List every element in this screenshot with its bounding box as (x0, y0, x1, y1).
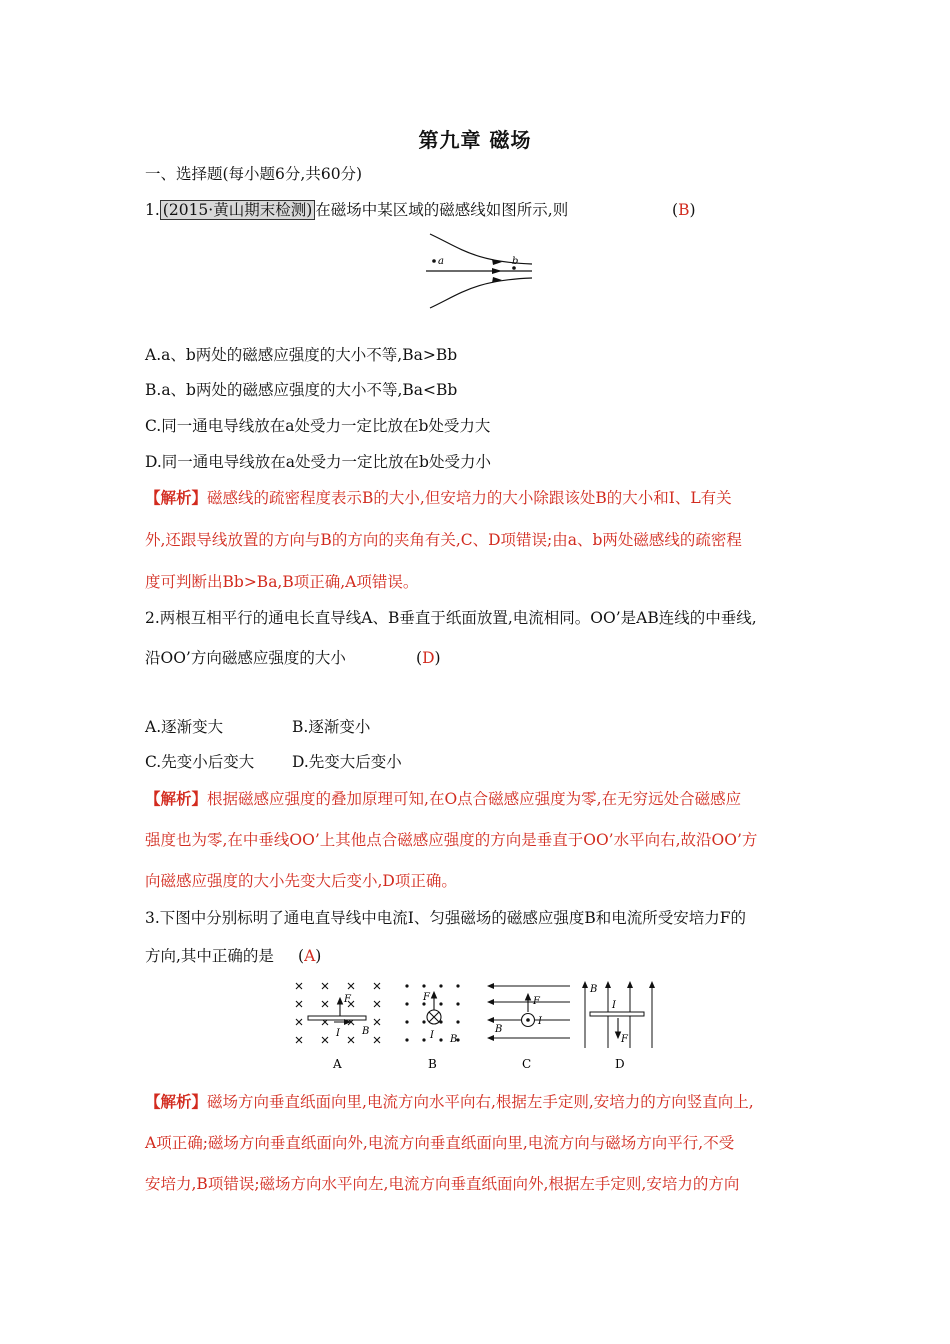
question-1-answer: (B) (672, 201, 696, 219)
label-f-a: F (344, 994, 351, 1005)
field-lines-figure (420, 228, 536, 314)
label-f-d: F (621, 1034, 628, 1045)
label-b-a: B (362, 1026, 370, 1037)
label-b-d: B (590, 984, 598, 995)
answer-letter: B (678, 201, 690, 219)
label-f-c: F (533, 996, 540, 1007)
label-i-c: I (538, 1016, 542, 1027)
label-i-d: I (612, 1000, 616, 1011)
arrow-lower (492, 277, 502, 283)
point-a-dot (432, 259, 436, 263)
question-2-answer: (D) (416, 649, 441, 667)
label-b-c: B (495, 1024, 503, 1035)
question-3-stem-line-2: 方向,其中正确的是 (145, 947, 274, 965)
label-b: b (512, 256, 519, 267)
label-f-b: F (423, 992, 430, 1003)
question-text: 在磁场中某区域的磁感线如图所示,则 (315, 201, 569, 219)
answer-letter: A (304, 947, 316, 965)
arrow-middle (492, 268, 502, 274)
analysis-tag: 【解析】 (145, 488, 208, 507)
q2-option-c: C.先变小后变大 (145, 753, 255, 771)
option-b: B.a、b两处的磁感应强度的大小不等,Ba<Bb (145, 381, 458, 399)
panel-label-a: A (333, 1057, 342, 1071)
wire-d (590, 1012, 644, 1016)
analysis-2-line-3: 向磁感应强度的大小先变大后变小,D项正确。 (145, 872, 457, 890)
question-3-answer: (A) (298, 947, 322, 965)
label-i-a: I (336, 1028, 340, 1039)
analysis-3-line-1 (145, 1092, 754, 1112)
q2-option-d: D.先变大后变小 (292, 753, 402, 771)
analysis-tag: 【解析】 (145, 789, 208, 808)
question-number: 1. (145, 201, 160, 219)
q2-option-b: B.逐渐变小 (292, 718, 371, 736)
question-2-stem-line-1: 2.两根互相平行的通电长直导线A、B垂直于纸面放置,电流相同。OO’是AB连线的中垂线, (145, 609, 757, 627)
panel-label-d: D (615, 1057, 625, 1071)
option-c: C.同一通电导线放在a处受力一定比放在b处受力大 (145, 417, 491, 435)
analysis-text: 磁感线的疏密程度表示B的大小,但安培力的大小除跟该处B的大小和I、L有关 (207, 489, 732, 507)
question-2-stem-line-2: 沿OO’方向磁感应强度的大小 (145, 649, 346, 667)
label-b-b: B (450, 1034, 458, 1045)
option-a: A.a、b两处的磁感应强度的大小不等,Ba>Bb (145, 346, 458, 364)
option-d: D.同一通电导线放在a处受力一定比放在b处受力小 (145, 453, 491, 471)
analysis-text: 磁场方向垂直纸面向里,电流方向水平向右,根据左手定则,安培力的方向竖直向上, (207, 1093, 754, 1111)
question-3-stem-line-1: 3.下图中分别标明了通电直导线中电流I、匀强磁场的磁感应强度B和电流所受安培力F的 (145, 909, 747, 927)
analysis-1-line-3: 度可判断出Bb>Ba,B项正确,A项错误。 (145, 573, 419, 591)
field-line-lower (430, 278, 532, 308)
analysis-2-line-1 (145, 789, 741, 809)
analysis-2-line-2: 强度也为零,在中垂线OO’上其他点合磁感应强度的方向是垂直于OO’水平向右,故沿OO’方 (145, 831, 758, 849)
label-i-b: I (430, 1030, 434, 1041)
source-tag: (2015·黄山期末检测) (160, 200, 315, 220)
arrow-upper (492, 259, 502, 265)
analysis-3-line-2: A项正确;磁场方向垂直纸面向外,电流方向垂直纸面向里,电流方向与磁场方向平行,不受 (145, 1134, 735, 1152)
analysis-1-line-2: 外,还跟导线放置的方向与B的方向的夹角有关,C、D项错误;由a、b两处磁感线的疏密程 (145, 531, 742, 549)
analysis-1-line-1 (145, 488, 732, 508)
section-heading: 一、选择题(每小题6分,共60分) (145, 165, 363, 183)
wire-a (308, 1016, 366, 1020)
page-title: 第九章 磁场 (418, 128, 532, 152)
answer-letter: D (422, 649, 435, 667)
force-panels-figure (290, 978, 670, 1072)
panel-label-c: C (522, 1057, 532, 1071)
analysis-text: 根据磁感应强度的叠加原理可知,在O点合磁感应强度为零,在无穷远处合磁感应 (207, 790, 742, 808)
label-a: a (438, 256, 444, 267)
analysis-tag: 【解析】 (145, 1092, 208, 1111)
analysis-3-line-3: 安培力,B项错误;磁场方向水平向左,电流方向垂直纸面向外,根据左手定则,安培力的方向 (145, 1175, 740, 1193)
question-1-stem (145, 200, 568, 220)
q2-option-a: A.逐渐变大 (145, 718, 224, 736)
panel-label-b: B (428, 1057, 437, 1071)
